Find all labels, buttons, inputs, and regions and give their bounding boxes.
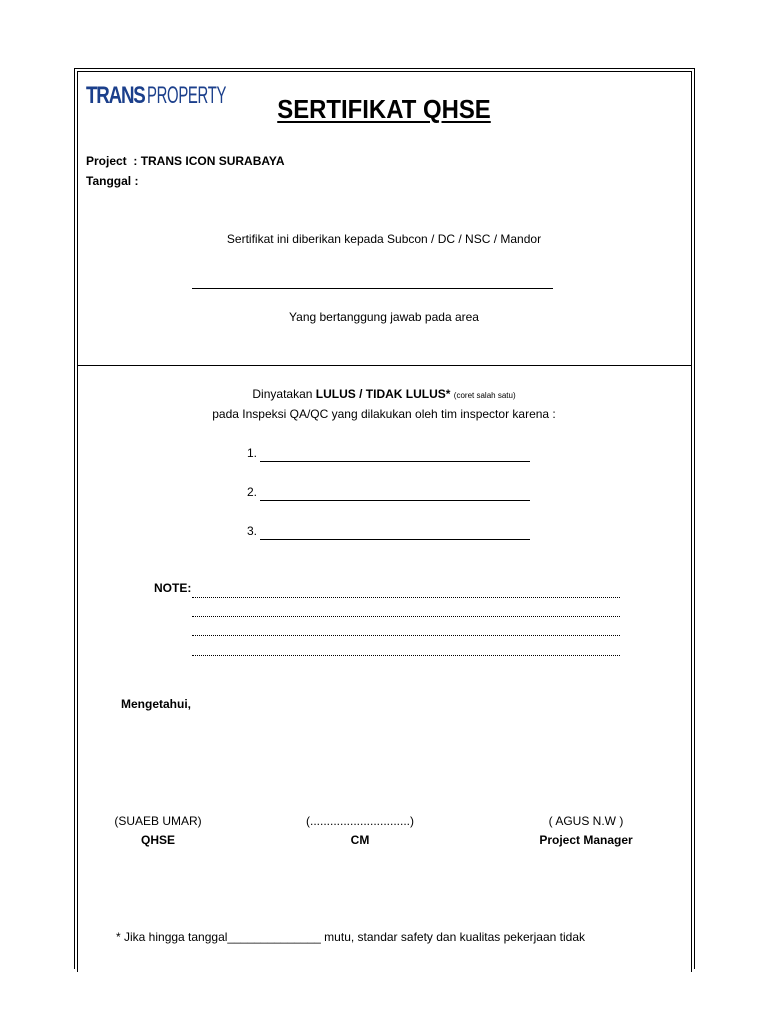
note-label: NOTE:: [154, 581, 192, 595]
note-line: [192, 616, 620, 617]
footnote-text: * Jika hingga tanggal______________ mutu, standar safety dan kualitas pekerjaan tidak: [116, 930, 586, 944]
reason-number-3: 3.: [247, 524, 258, 538]
reason-line-3: [260, 539, 530, 540]
tanggal-label: Tanggal :: [86, 174, 139, 188]
note-line: [192, 635, 620, 636]
recipient-blank-line: [192, 288, 553, 289]
reason-number-2: 2.: [247, 485, 258, 499]
reason-number-1: 1.: [247, 446, 258, 460]
signatory-name-qhse: (SUAEB UMAR): [114, 814, 202, 828]
declaration-line: [0, 387, 768, 401]
section-divider: [77, 365, 691, 366]
declaration-hint: (coret salah satu): [453, 391, 516, 400]
declaration-status: LULUS / TIDAK LULUS*: [315, 387, 451, 401]
intro-text: Sertifikat ini diberikan kepada Subcon / DC / NSC / Mandor: [226, 232, 542, 246]
reason-line-1: [260, 461, 530, 462]
signatory-role-cm: CM: [350, 833, 370, 847]
logo-suffix: PROPERTY: [147, 82, 227, 109]
note-line: [192, 597, 620, 598]
responsible-text: Yang bertanggung jawab pada area: [289, 310, 479, 324]
signatory-name-cm: (..............................): [305, 814, 414, 828]
project-label: Project: [86, 154, 127, 168]
project-value: : TRANS ICON SURABAYA: [133, 154, 285, 168]
logo-brand: TRANS: [86, 82, 145, 109]
declaration-line2: pada Inspeksi QA/QC yang dilakukan oleh tim inspector karena :: [212, 407, 556, 421]
signatory-name-pm: ( AGUS N.W ): [548, 814, 624, 828]
project-line: [86, 154, 285, 168]
declaration-prefix: Dinyatakan: [252, 387, 313, 401]
note-line: [192, 655, 620, 656]
signatory-role-qhse: QHSE: [140, 833, 175, 847]
acknowledge-label: Mengetahui,: [121, 697, 192, 711]
reason-line-2: [260, 500, 530, 501]
page-title: SERTIFIKAT QHSE: [277, 94, 491, 124]
signatory-role-pm: Project Manager: [539, 833, 633, 847]
